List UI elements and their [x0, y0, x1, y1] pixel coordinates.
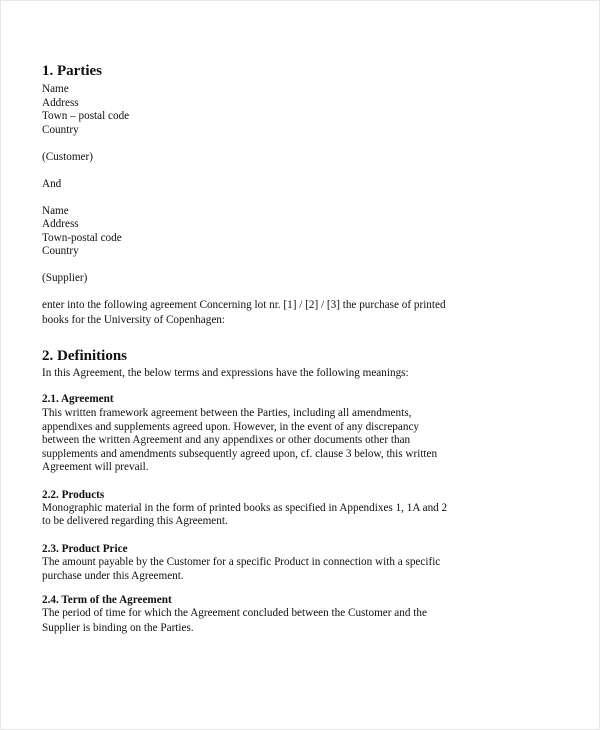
- definition-line: Supplier is binding on the Parties.: [42, 622, 194, 634]
- intro-line: enter into the following agreement Concerning lot nr. [1] / [2] / [3] the purchase of printed: [42, 299, 446, 311]
- section-heading-definitions: 2. Definitions: [42, 348, 128, 364]
- definition-title: 2.3. Product Price: [42, 543, 128, 555]
- customer-label: (Customer): [42, 151, 93, 163]
- customer-name: Name: [42, 83, 69, 95]
- definition-line: purchase under this Agreement.: [42, 570, 184, 582]
- intro-line: books for the University of Copenhagen:: [42, 314, 226, 326]
- definition-line: The period of time for which the Agreement concluded between the Customer and the: [42, 607, 427, 619]
- customer-address: Address: [42, 97, 79, 109]
- definition-line: to be delivered regarding this Agreement.: [42, 515, 228, 527]
- supplier-name: Name: [42, 205, 69, 217]
- section-heading-parties: 1. Parties: [42, 63, 102, 79]
- and-text: And: [42, 178, 62, 190]
- definition-line: The amount payable by the Customer for a specific Product in connection with a specific: [42, 556, 441, 568]
- definition-title: 2.1. Agreement: [42, 393, 114, 405]
- definition-line: Agreement will prevail.: [42, 461, 149, 473]
- definition-title: 2.2. Products: [42, 489, 105, 501]
- definitions-intro: In this Agreement, the below terms and expressions have the following meanings:: [42, 367, 409, 379]
- definition-line: supplements and amendments subsequently agreed upon, cf. clause 3 below, this written: [42, 448, 438, 460]
- supplier-country: Country: [42, 245, 79, 257]
- definition-title: 2.4. Term of the Agreement: [42, 594, 172, 606]
- definition-line: Monographic material in the form of printed books as specified in Appendixes 1, 1A and 2: [42, 502, 448, 514]
- customer-town: Town – postal code: [42, 110, 130, 122]
- definition-line: This written framework agreement between the Parties, including all amendments,: [42, 407, 412, 419]
- customer-country: Country: [42, 124, 79, 136]
- supplier-label: (Supplier): [42, 272, 88, 284]
- supplier-town: Town-postal code: [42, 232, 122, 244]
- definition-line: between the written Agreement and any appendixes or other documents other than: [42, 434, 411, 446]
- definition-line: appendixes and supplements agreed upon. However, in the event of any discrepancy: [42, 421, 420, 433]
- supplier-address: Address: [42, 218, 79, 230]
